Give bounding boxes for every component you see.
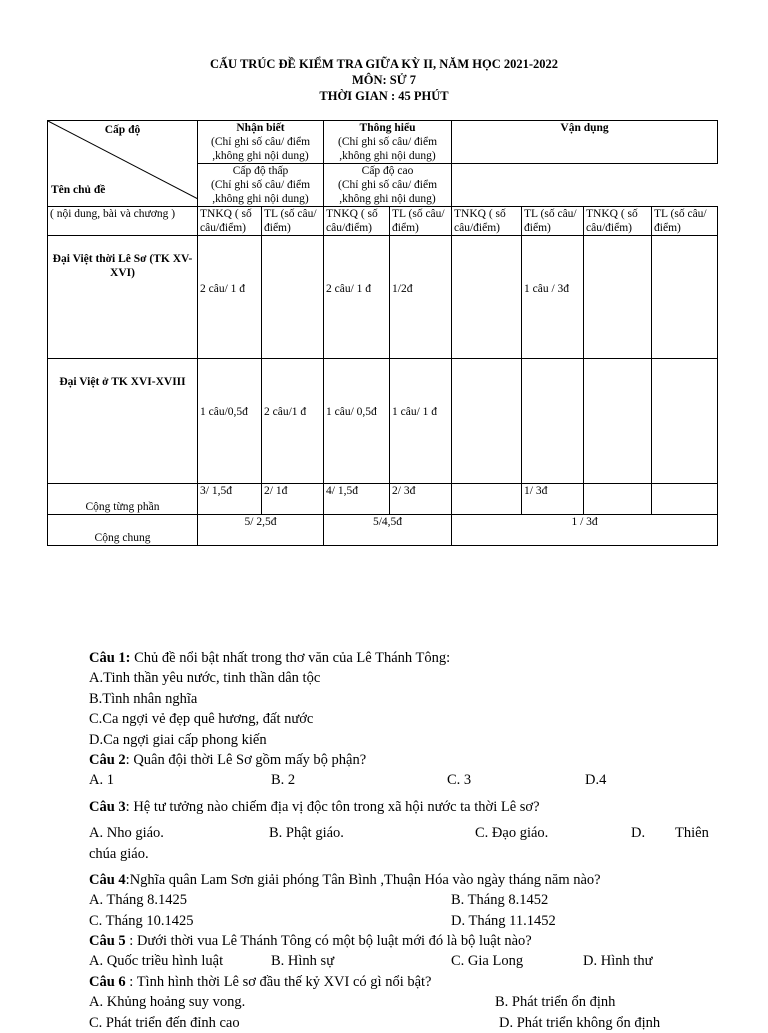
answer-option: B.Tình nhân nghĩa [89, 690, 198, 707]
subtotal-cell: 1/ 3đ [522, 484, 584, 515]
answer-option: A. Khủng hoảng suy vong. [89, 994, 246, 1011]
apply-low-header: Cấp độ thấp (Chỉ ghi số câu/ điểm ,không ghi nội dung) [198, 164, 324, 207]
col-tnkq: TNKQ ( số câu/điểm) [198, 207, 262, 236]
subtotal-cell: 3/ 1,5đ [198, 484, 262, 515]
answer-option: D. Phát triển không ổn định [499, 1014, 661, 1031]
answer-options [89, 890, 749, 910]
col-tl: TL (số câu/ điểm) [652, 207, 718, 236]
value-cell [262, 236, 324, 359]
column-type-row [48, 207, 718, 236]
answer-options [89, 992, 749, 1012]
question-list [89, 648, 749, 1033]
answer-option-cont: chúa giáo. [89, 845, 149, 862]
understand-header: Thông hiểu (Chỉ ghi số câu/ điểm ,không ghi nội dung) [324, 121, 452, 164]
question-6: Câu 6 : Tình hình thời Lê sơ đầu thế kỷ XVI có gì nổi bật? [89, 973, 432, 990]
answer-option: C.Ca ngợi vẻ đẹp quê hương, đất nước [89, 711, 314, 728]
apply-header: Vận dụng [452, 121, 718, 164]
total-row [48, 515, 718, 546]
question-4: Câu 4:Nghĩa quân Lam Sơn giải phóng Tân Bình ,Thuận Hóa vào ngày tháng năm nào? [89, 871, 601, 888]
value-cell [652, 359, 718, 484]
subtotal-cell [652, 484, 718, 515]
answer-option: A. Tháng 8.1425 [89, 892, 188, 909]
level-header: Cấp độ [104, 124, 141, 136]
table-row [48, 359, 718, 484]
table-row [48, 236, 718, 359]
question-3: Câu 3: Hệ tư tưởng nào chiếm địa vị độc tôn trong xã hội nước ta thời Lê sơ? [89, 798, 540, 815]
col-tnkq: TNKQ ( số câu/điểm) [324, 207, 390, 236]
subject-line: MÔN: SỬ 7 [351, 73, 417, 87]
answer-option: C. Tháng 10.1425 [89, 912, 194, 929]
corner-cell [48, 121, 198, 207]
value-cell [584, 236, 652, 359]
answer-options [89, 911, 749, 931]
recognize-header: Nhận biết (Chỉ ghi số câu/ điểm ,không ghi nội dung) [198, 121, 324, 164]
document-title: CẤU TRÚC ĐỀ KIỂM TRA GIỮA KỲ II, NĂM HỌC 2021-2022 [209, 57, 559, 71]
col-tnkq: TNKQ ( số câu/điểm) [584, 207, 652, 236]
value-cell: 1 câu/0,5đ [198, 359, 262, 484]
subtotal-cell: 4/ 1,5đ [324, 484, 390, 515]
col-tnkq: TNKQ ( số câu/điểm) [452, 207, 522, 236]
value-cell [584, 359, 652, 484]
answer-option: D. Hình thư [583, 953, 653, 970]
total-cell: 5/ 2,5đ [198, 515, 324, 546]
answer-option: B. Phật giáo. [269, 825, 344, 842]
value-cell [452, 236, 522, 359]
value-cell [452, 359, 522, 484]
value-cell: 1/2đ [390, 236, 452, 359]
answer-option: B. Hình sự [271, 953, 335, 970]
total-cell: 1 / 3đ [452, 515, 718, 546]
answer-option: D. Tháng 11.1452 [451, 912, 556, 929]
subtotal-label: Cộng từng phần [48, 484, 198, 515]
value-cell: 1 câu/ 1 đ [390, 359, 452, 484]
answer-option: D.Ca ngợi giai cấp phong kiến [89, 731, 267, 748]
apply-high-header: Cấp độ cao (Chỉ ghi số câu/ điểm ,không ghi nội dung) [324, 164, 452, 207]
answer-option: C. Gia Long [451, 953, 524, 970]
col-tl: TL (số câu/ điểm) [522, 207, 584, 236]
subtotal-cell: 2/ 3đ [390, 484, 452, 515]
header-row-1 [48, 121, 718, 164]
value-cell: 2 câu/1 đ [262, 359, 324, 484]
answer-options [89, 770, 749, 790]
value-cell: 1 câu/ 0,5đ [324, 359, 390, 484]
subtotal-cell [452, 484, 522, 515]
value-cell [652, 236, 718, 359]
answer-option: B. Tháng 8.1452 [451, 892, 549, 909]
topic-header: Tên chủ đề [51, 184, 106, 196]
value-cell: 2 câu/ 1 đ [324, 236, 390, 359]
answer-option: B. Phát triển ổn định [495, 994, 616, 1011]
topic-note: ( nội dung, bài và chương ) [48, 207, 198, 236]
answer-option: D.4 [585, 772, 607, 789]
answer-option: C. Đạo giáo. [475, 825, 549, 842]
answer-option: A. Nho giáo. [89, 825, 164, 842]
total-cell: 5/4,5đ [324, 515, 452, 546]
answer-option: A. Quốc triều hình luật [89, 953, 224, 970]
answer-option: A.Tinh thần yêu nước, tinh thần dân tộc [89, 670, 321, 687]
value-cell [522, 359, 584, 484]
topic-cell: Đại Việt thời Lê Sơ (TK XV- XVI) [48, 236, 198, 359]
question-1: Câu 1: Chủ đề nổi bật nhất trong thơ văn của Lê Thánh Tông: [89, 650, 451, 666]
value-cell: 2 câu/ 1 đ [198, 236, 262, 359]
col-tl: TL (số câu/ điểm) [262, 207, 324, 236]
question-5: Câu 5 : Dưới thời vua Lê Thánh Tông có một bộ luật mới đó là bộ luật nào? [89, 933, 532, 950]
answer-option-cont: Thiên [675, 825, 709, 842]
answer-options [89, 1013, 749, 1033]
exam-matrix-table [47, 120, 718, 546]
question-2: Câu 2: Quân đội thời Lê Sơ gồm mấy bộ phận? [89, 751, 367, 768]
answer-option: C. 3 [447, 772, 472, 789]
subtotal-cell [584, 484, 652, 515]
time-line: THỜI GIAN : 45 PHÚT [319, 89, 449, 103]
subtotal-row [48, 484, 718, 515]
answer-options [89, 823, 749, 843]
answer-option: B. 2 [271, 772, 296, 789]
answer-option: D. [631, 825, 646, 842]
topic-cell: Đại Việt ở TK XVI-XVIII [48, 359, 198, 484]
value-cell: 1 câu / 3đ [522, 236, 584, 359]
col-tl: TL (số câu/ điểm) [390, 207, 452, 236]
answer-option: C. Phát triển đến đỉnh cao [89, 1014, 240, 1031]
total-label: Cộng chung [48, 515, 198, 546]
answer-option: A. 1 [89, 772, 114, 789]
document-header [0, 56, 768, 104]
answer-options [89, 951, 749, 971]
subtotal-cell: 2/ 1đ [262, 484, 324, 515]
